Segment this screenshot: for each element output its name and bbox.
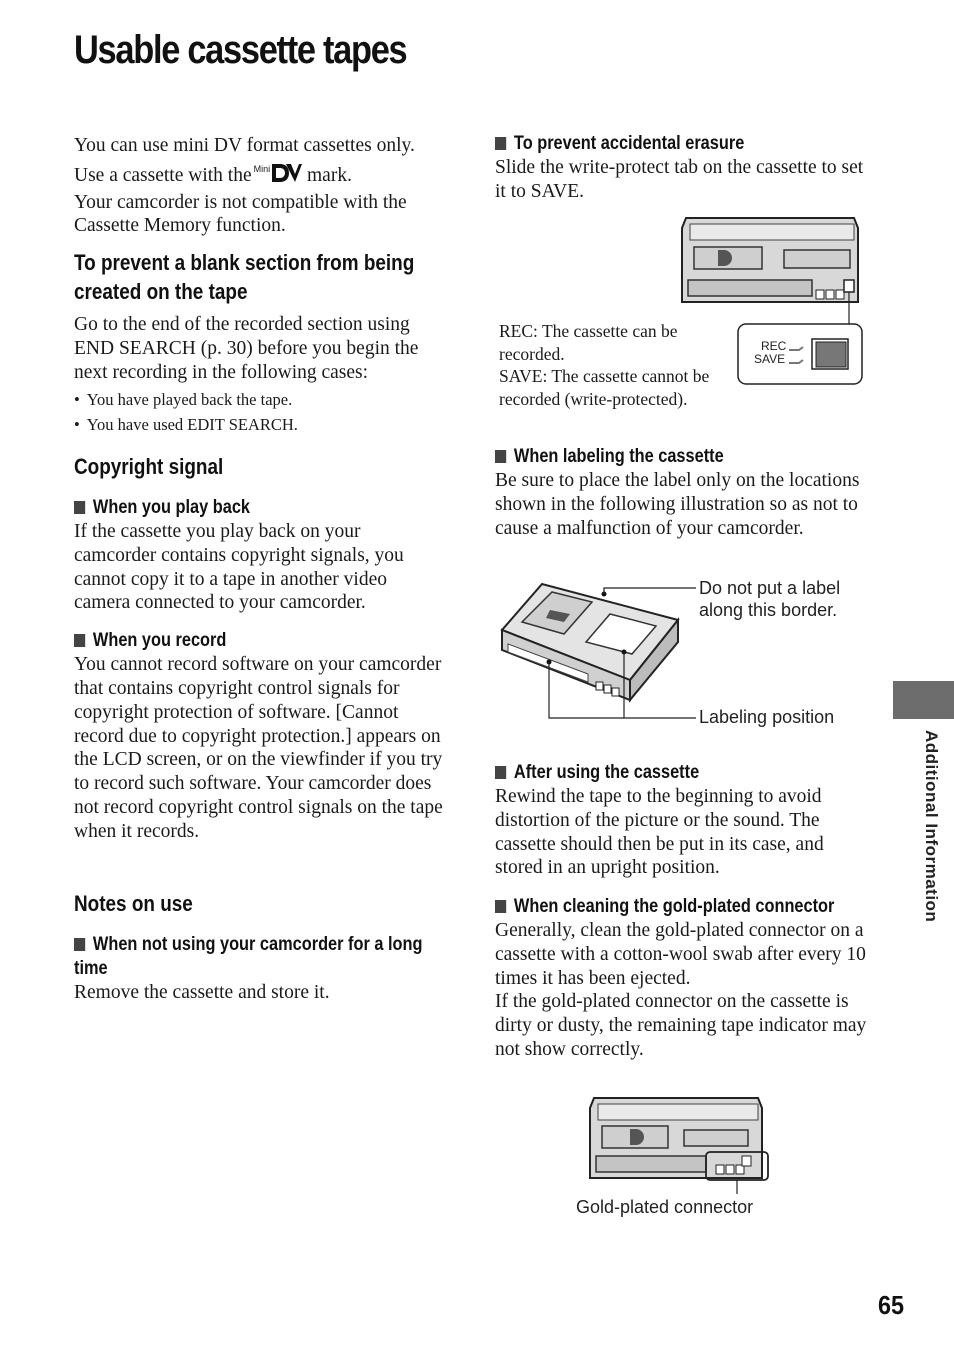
not-using-heading (74, 933, 444, 981)
square-bullet-icon (495, 137, 506, 150)
record-heading-text: When you record (92, 630, 227, 652)
page-number: 65 (878, 1290, 905, 1320)
square-bullet-icon (495, 900, 506, 913)
labeling-position-callout: Labeling position (699, 707, 835, 727)
play-back-heading-text: When you play back (92, 497, 251, 518)
border-callout-label: Do not put a label along this border. (699, 578, 841, 620)
labeling-heading-text: When labeling the cassette (513, 446, 724, 467)
square-bullet-icon (74, 938, 85, 951)
intro-line-2 (74, 158, 446, 191)
save-legend-text: SAVE: The cassette cannot be recorded (write-protected). (499, 366, 710, 409)
square-bullet-icon (495, 450, 506, 463)
minidv-logo-icon (270, 162, 302, 191)
cleaning-heading-text: When cleaning the gold-plated connector (513, 896, 835, 917)
record-body: You cannot record software on your camcorder that contains copyright control signals for copyright protection of software. [Cannot record due to copyright protection.] appears on the LCD screen, or on the viewfinder if you try to record such software. Your camcorder does not record copyright control signals on the tape when it records. (74, 654, 443, 842)
erasure-heading (495, 132, 865, 156)
labeling-body: Be sure to place the label only on the locations shown in the following illustration so as not to cause a malfunction of your camcorder. (495, 470, 860, 539)
labeling-heading (495, 445, 865, 469)
copyright-heading: Copyright signal (74, 454, 224, 479)
intro-section (74, 134, 446, 238)
record-heading (74, 629, 444, 653)
rec-legend-text: REC: The cassette can be recorded. (499, 321, 678, 364)
square-bullet-icon (74, 501, 85, 514)
blank-section-heading: To prevent a blank section from being created on the tape (74, 250, 415, 304)
cleaning-body-1: Generally, clean the gold-plated connector on a cassette with a cotton-wool swab after every 10 times it has been ejected. (495, 920, 866, 989)
not-using-body: Remove the cassette and store it. (74, 982, 330, 1003)
notes-section (74, 889, 446, 1005)
labeling-callout-lines (500, 580, 700, 727)
notes-heading: Notes on use (74, 891, 193, 916)
bullet-item: • You have used EDIT SEARCH. (74, 412, 446, 437)
switch-rec-label: REC (761, 339, 787, 353)
not-using-heading-text: When not using your camcorder for a long time (74, 934, 423, 979)
after-use-heading (495, 761, 865, 785)
page-title: Usable cassette tapes (74, 28, 407, 72)
intro-line-2-post: mark. (307, 164, 352, 186)
cleaning-body-2: If the gold-plated connector on the cassette is dirty or dusty, the remaining tape indicator may not show correctly. (495, 991, 867, 1060)
switch-save-label: SAVE (754, 352, 786, 366)
erasure-section (495, 132, 867, 204)
labeling-section (495, 445, 867, 540)
mini-label: Mini (253, 163, 271, 174)
after-use-section (495, 761, 867, 880)
section-tab-marker (893, 681, 954, 719)
bullet-item: • You have played back the tape. (74, 387, 446, 412)
after-use-heading-text: After using the cassette (513, 762, 700, 783)
connector-callout-label: Gold-plated connector (576, 1197, 754, 1217)
blank-section-bullets (74, 387, 446, 437)
square-bullet-icon (74, 634, 85, 647)
erasure-body: Slide the write-protect tab on the cassette to set it to SAVE. (495, 157, 864, 202)
cleaning-section (495, 895, 867, 1062)
erasure-heading-text: To prevent accidental erasure (513, 133, 745, 154)
square-bullet-icon (495, 766, 506, 779)
play-back-heading (74, 496, 444, 520)
rec-save-legend (499, 320, 739, 410)
cleaning-heading (495, 895, 839, 919)
intro-line-2-pre: Use a cassette with the (74, 164, 252, 186)
copyright-section (74, 452, 446, 844)
play-back-body: If the cassette you play back on your camcorder contains copyright signals, you cannot copy it to a tape in another video camera connected to your camcorder. (74, 521, 404, 614)
intro-line-1: You can use mini DV format cassettes only. (74, 135, 415, 156)
after-use-body: Rewind the tape to the beginning to avoid distortion of the picture or the sound. The cassette should then be put in its case, and stored in an upright position. (495, 786, 824, 879)
blank-section (74, 248, 446, 437)
blank-section-body: Go to the end of the recorded section using END SEARCH (p. 30) before you begin the next recording in the following cases: (74, 314, 419, 383)
intro-line-3: Your camcorder is not compatible with the Cassette Memory function. (74, 191, 407, 237)
section-tab-label: Additional Information (922, 730, 941, 923)
cassette-illustration-connector (586, 1094, 776, 1199)
